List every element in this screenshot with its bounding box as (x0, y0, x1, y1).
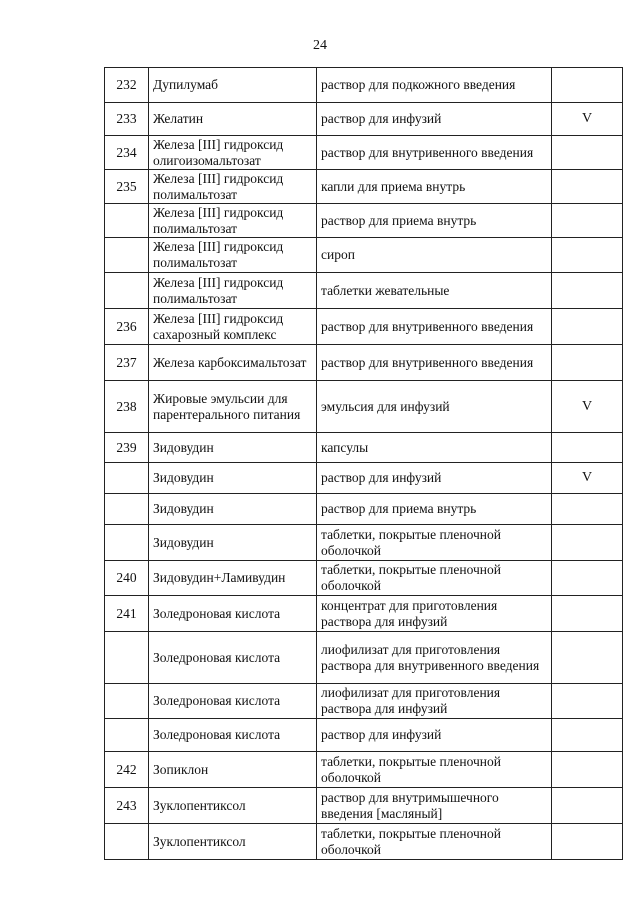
dosage-form: раствор для инфузий (317, 719, 552, 752)
dosage-form: раствор для инфузий (317, 103, 552, 136)
dosage-form: лиофилизат для приготовления раствора для инфузий (317, 684, 552, 719)
row-number (105, 632, 149, 684)
row-number (105, 238, 149, 273)
vital-mark (552, 204, 623, 238)
drug-name: Железа [III] гидроксид сахарозный комплекс (149, 309, 317, 345)
vital-mark (552, 345, 623, 381)
row-number: 236 (105, 309, 149, 345)
row-number (105, 824, 149, 860)
table-row (105, 136, 623, 170)
dosage-form: таблетки жевательные (317, 273, 552, 309)
table-row (105, 561, 623, 596)
table-row (105, 752, 623, 788)
dosage-form: сироп (317, 238, 552, 273)
drug-name: Железа [III] гидроксид полимальтозат (149, 238, 317, 273)
vital-mark (552, 170, 623, 204)
drug-name: Золедроновая кислота (149, 596, 317, 632)
drug-name: Желатин (149, 103, 317, 136)
vital-mark (552, 238, 623, 273)
drug-name: Зидовудин (149, 463, 317, 494)
row-number: 233 (105, 103, 149, 136)
row-number: 235 (105, 170, 149, 204)
drug-name: Зидовудин (149, 433, 317, 463)
dosage-form: капсулы (317, 433, 552, 463)
vital-mark (552, 525, 623, 561)
table-row (105, 684, 623, 719)
dosage-form: раствор для внутривенного введения (317, 136, 552, 170)
row-number (105, 204, 149, 238)
drug-name: Зуклопентиксол (149, 824, 317, 860)
vital-mark (552, 788, 623, 824)
dosage-form: раствор для инфузий (317, 463, 552, 494)
table-row (105, 719, 623, 752)
dosage-form: эмульсия для инфузий (317, 381, 552, 433)
dosage-form: раствор для внутривенного введения (317, 345, 552, 381)
drug-name: Железа [III] гидроксид олигоизомальтозат (149, 136, 317, 170)
vital-mark (552, 433, 623, 463)
vital-mark (552, 596, 623, 632)
drug-name: Железа [III] гидроксид полимальтозат (149, 170, 317, 204)
table-row (105, 463, 623, 494)
page-number: 24 (313, 38, 327, 53)
row-number: 239 (105, 433, 149, 463)
table-row (105, 596, 623, 632)
table-row (105, 494, 623, 525)
table-row (105, 273, 623, 309)
drug-name: Железа [III] гидроксид полимальтозат (149, 273, 317, 309)
vital-mark (552, 632, 623, 684)
drug-name: Железа [III] гидроксид полимальтозат (149, 204, 317, 238)
drug-name: Золедроновая кислота (149, 684, 317, 719)
drug-name: Зуклопентиксол (149, 788, 317, 824)
drug-name: Зопиклон (149, 752, 317, 788)
dosage-form: таблетки, покрытые пленочной оболочкой (317, 752, 552, 788)
dosage-form: таблетки, покрытые пленочной оболочкой (317, 824, 552, 860)
dosage-form: раствор для подкожного введения (317, 68, 552, 103)
vital-mark: V (552, 103, 623, 136)
table-row (105, 381, 623, 433)
vital-mark (552, 494, 623, 525)
vital-mark (552, 684, 623, 719)
drug-name: Золедроновая кислота (149, 719, 317, 752)
dosage-form: раствор для приема внутрь (317, 204, 552, 238)
drug-name: Зидовудин (149, 494, 317, 525)
table-row (105, 170, 623, 204)
drug-name: Зидовудин (149, 525, 317, 561)
vital-mark (552, 824, 623, 860)
table-row (105, 238, 623, 273)
drug-table (104, 67, 623, 860)
table-row (105, 824, 623, 860)
table-row (105, 788, 623, 824)
drug-name: Зидовудин+Ламивудин (149, 561, 317, 596)
dosage-form: капли для приема внутрь (317, 170, 552, 204)
vital-mark (552, 561, 623, 596)
dosage-form: раствор для приема внутрь (317, 494, 552, 525)
dosage-form: раствор для внутримышечного введения [масляный] (317, 788, 552, 824)
row-number: 241 (105, 596, 149, 632)
row-number (105, 494, 149, 525)
dosage-form: раствор для внутривенного введения (317, 309, 552, 345)
drug-name: Золедроновая кислота (149, 632, 317, 684)
row-number: 237 (105, 345, 149, 381)
row-number (105, 525, 149, 561)
table-row (105, 309, 623, 345)
table-row (105, 525, 623, 561)
dosage-form: таблетки, покрытые пленочной оболочкой (317, 525, 552, 561)
row-number: 238 (105, 381, 149, 433)
table-row (105, 632, 623, 684)
vital-mark (552, 273, 623, 309)
vital-mark: V (552, 463, 623, 494)
row-number: 240 (105, 561, 149, 596)
vital-mark (552, 309, 623, 345)
drug-name: Железа карбоксимальтозат (149, 345, 317, 381)
row-number: 242 (105, 752, 149, 788)
row-number (105, 719, 149, 752)
table-row (105, 433, 623, 463)
row-number: 243 (105, 788, 149, 824)
vital-mark (552, 68, 623, 103)
table-row (105, 345, 623, 381)
vital-mark (552, 752, 623, 788)
table-row (105, 204, 623, 238)
table-row (105, 103, 623, 136)
row-number (105, 463, 149, 494)
row-number (105, 273, 149, 309)
dosage-form: лиофилизат для приготовления раствора для внутривенного введения (317, 632, 552, 684)
dosage-form: таблетки, покрытые пленочной оболочкой (317, 561, 552, 596)
row-number (105, 684, 149, 719)
table-row (105, 68, 623, 103)
drug-name: Жировые эмульсии для парентерального питания (149, 381, 317, 433)
row-number: 234 (105, 136, 149, 170)
row-number: 232 (105, 68, 149, 103)
dosage-form: концентрат для приготовления раствора для инфузий (317, 596, 552, 632)
vital-mark (552, 136, 623, 170)
drug-name: Дупилумаб (149, 68, 317, 103)
vital-mark (552, 719, 623, 752)
vital-mark: V (552, 381, 623, 433)
